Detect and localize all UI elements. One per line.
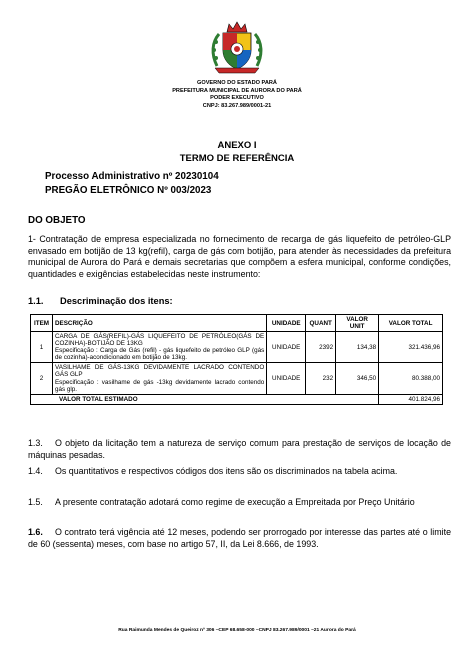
header-item: ITEM xyxy=(31,315,53,332)
total-value: 401.824,96 xyxy=(379,394,443,404)
paragraph-1-3 xyxy=(28,438,451,461)
header-quantity: QUANT xyxy=(306,315,336,332)
table-row xyxy=(31,363,443,394)
table-row xyxy=(31,332,443,363)
municipal-coat-of-arms-icon xyxy=(209,20,265,76)
row-description xyxy=(52,332,266,363)
subsection-heading xyxy=(28,296,173,306)
process-number: Processo Administrativo nº 20230104 xyxy=(45,171,219,182)
paragraph-text: Os quantitativos e respectivos códigos dos itens são os discriminados na tabela acima. xyxy=(55,466,398,476)
section-title: DO OBJETO xyxy=(28,215,86,226)
row-description-spec: Especificação : Carga de Gás (refil) - gás liquefeito de petróleo GLP (gás de cozinha)-acondicionado em botijão de 13kg. xyxy=(54,347,265,362)
row-total-value: 80.388,00 xyxy=(379,363,443,394)
row-total-value: 321.436,96 xyxy=(379,332,443,363)
row-quantity: 2392 xyxy=(306,332,336,363)
paragraph-number: 1.3. xyxy=(28,438,43,448)
table-total-row xyxy=(31,394,443,404)
header-total-value: VALOR TOTAL xyxy=(379,315,443,332)
paragraph-number: 1.5. xyxy=(28,497,43,507)
process-info xyxy=(45,170,219,197)
paragraph-number: 1.6. xyxy=(28,527,43,537)
header-government: GOVERNO DO ESTADO PARÁ xyxy=(197,80,277,86)
paragraph-number: 1.4. xyxy=(28,466,43,476)
annex-title xyxy=(0,139,474,165)
paragraph-text: O contrato terá vigência até 12 meses, podendo ser prorrogado por interesse das partes até o limite de 60 (sessenta) meses, com base no artigo 57, II, da Lei 8.666, de 1993. xyxy=(28,527,451,549)
paragraph-1-4 xyxy=(28,466,451,478)
total-label: VALOR TOTAL ESTIMADO xyxy=(31,394,379,404)
paragraph-1-6 xyxy=(28,527,451,550)
row-unit-value: 346,50 xyxy=(336,363,379,394)
row-description-title: VASILHAME DE GÁS-13KG DEVIDAMENTE LACRADO CONTENDO GÁS GLP xyxy=(54,364,265,379)
header-description: DESCRIÇÃO xyxy=(52,315,266,332)
paragraph-text: A presente contratação adotará como regime de execução a Empreitada por Preço Unitário xyxy=(55,497,415,507)
header-prefecture: PREFEITURA MUNICIPAL DE AURORA DO PARÁ xyxy=(172,87,302,94)
header-cnpj: CNPJ: 83.267.989/0001-21 xyxy=(202,102,272,109)
annex-number: ANEXO I xyxy=(217,140,257,151)
row-description-title: CARGA DE GÁS(REFIL)-GÁS LIQUEFEITO DE PETRÓLEO(GÁS DE COZINHA)-BOTIJÃO DE 13KG xyxy=(54,333,265,348)
header-executive: PODER EXECUTIVO xyxy=(210,95,264,102)
paragraph-1-5 xyxy=(28,497,451,509)
subsection-number: 1.1. xyxy=(28,296,44,306)
object-paragraph: 1- Contratação de empresa especializada no fornecimento de recarga de gás liquefeito de petróleo-GLP envasado em botijão de 13 kg(refil), carga de gás com botijão, para atender às necessidades da prefeitura municipal de Aurora do Pará e demais secretarias que compõem a esfera municipal, conforme condições, quantidades e exigências estabelecidas neste instrumento: xyxy=(28,234,451,280)
paragraph-text: O objeto da licitação tem a natureza de serviço comum para prestação de serviços de locação de máquinas pesadas. xyxy=(28,438,451,460)
row-quantity: 232 xyxy=(306,363,336,394)
row-unit-value: 134,38 xyxy=(336,332,379,363)
document-header xyxy=(0,80,474,110)
document-footer: Rua Raimunda Mendes de Queiroz nº 306 –CEP 68.658-000 –CNPJ 83.267.989/0001 –21 Aurora do Pará xyxy=(118,628,356,633)
items-table xyxy=(30,314,443,405)
subsection-title: Descriminação dos itens: xyxy=(60,296,173,306)
row-item-number: 1 xyxy=(31,332,53,363)
row-unit: UNIDADE xyxy=(267,332,306,363)
annex-subtitle: TERMO DE REFERÊNCIA xyxy=(179,153,295,164)
tender-number: PREGÃO ELETRÔNICO Nº 003/2023 xyxy=(45,184,212,196)
table-header-row xyxy=(31,315,443,332)
row-description-spec: Especificação : vasilhame de gás -13kg devidamente lacrado contendo gás glp. xyxy=(54,378,265,393)
header-unit: UNIDADE xyxy=(267,315,306,332)
row-unit: UNIDADE xyxy=(267,363,306,394)
header-unit-value: VALOR UNIT xyxy=(336,315,379,332)
row-description xyxy=(52,363,266,394)
row-item-number: 2 xyxy=(31,363,53,394)
